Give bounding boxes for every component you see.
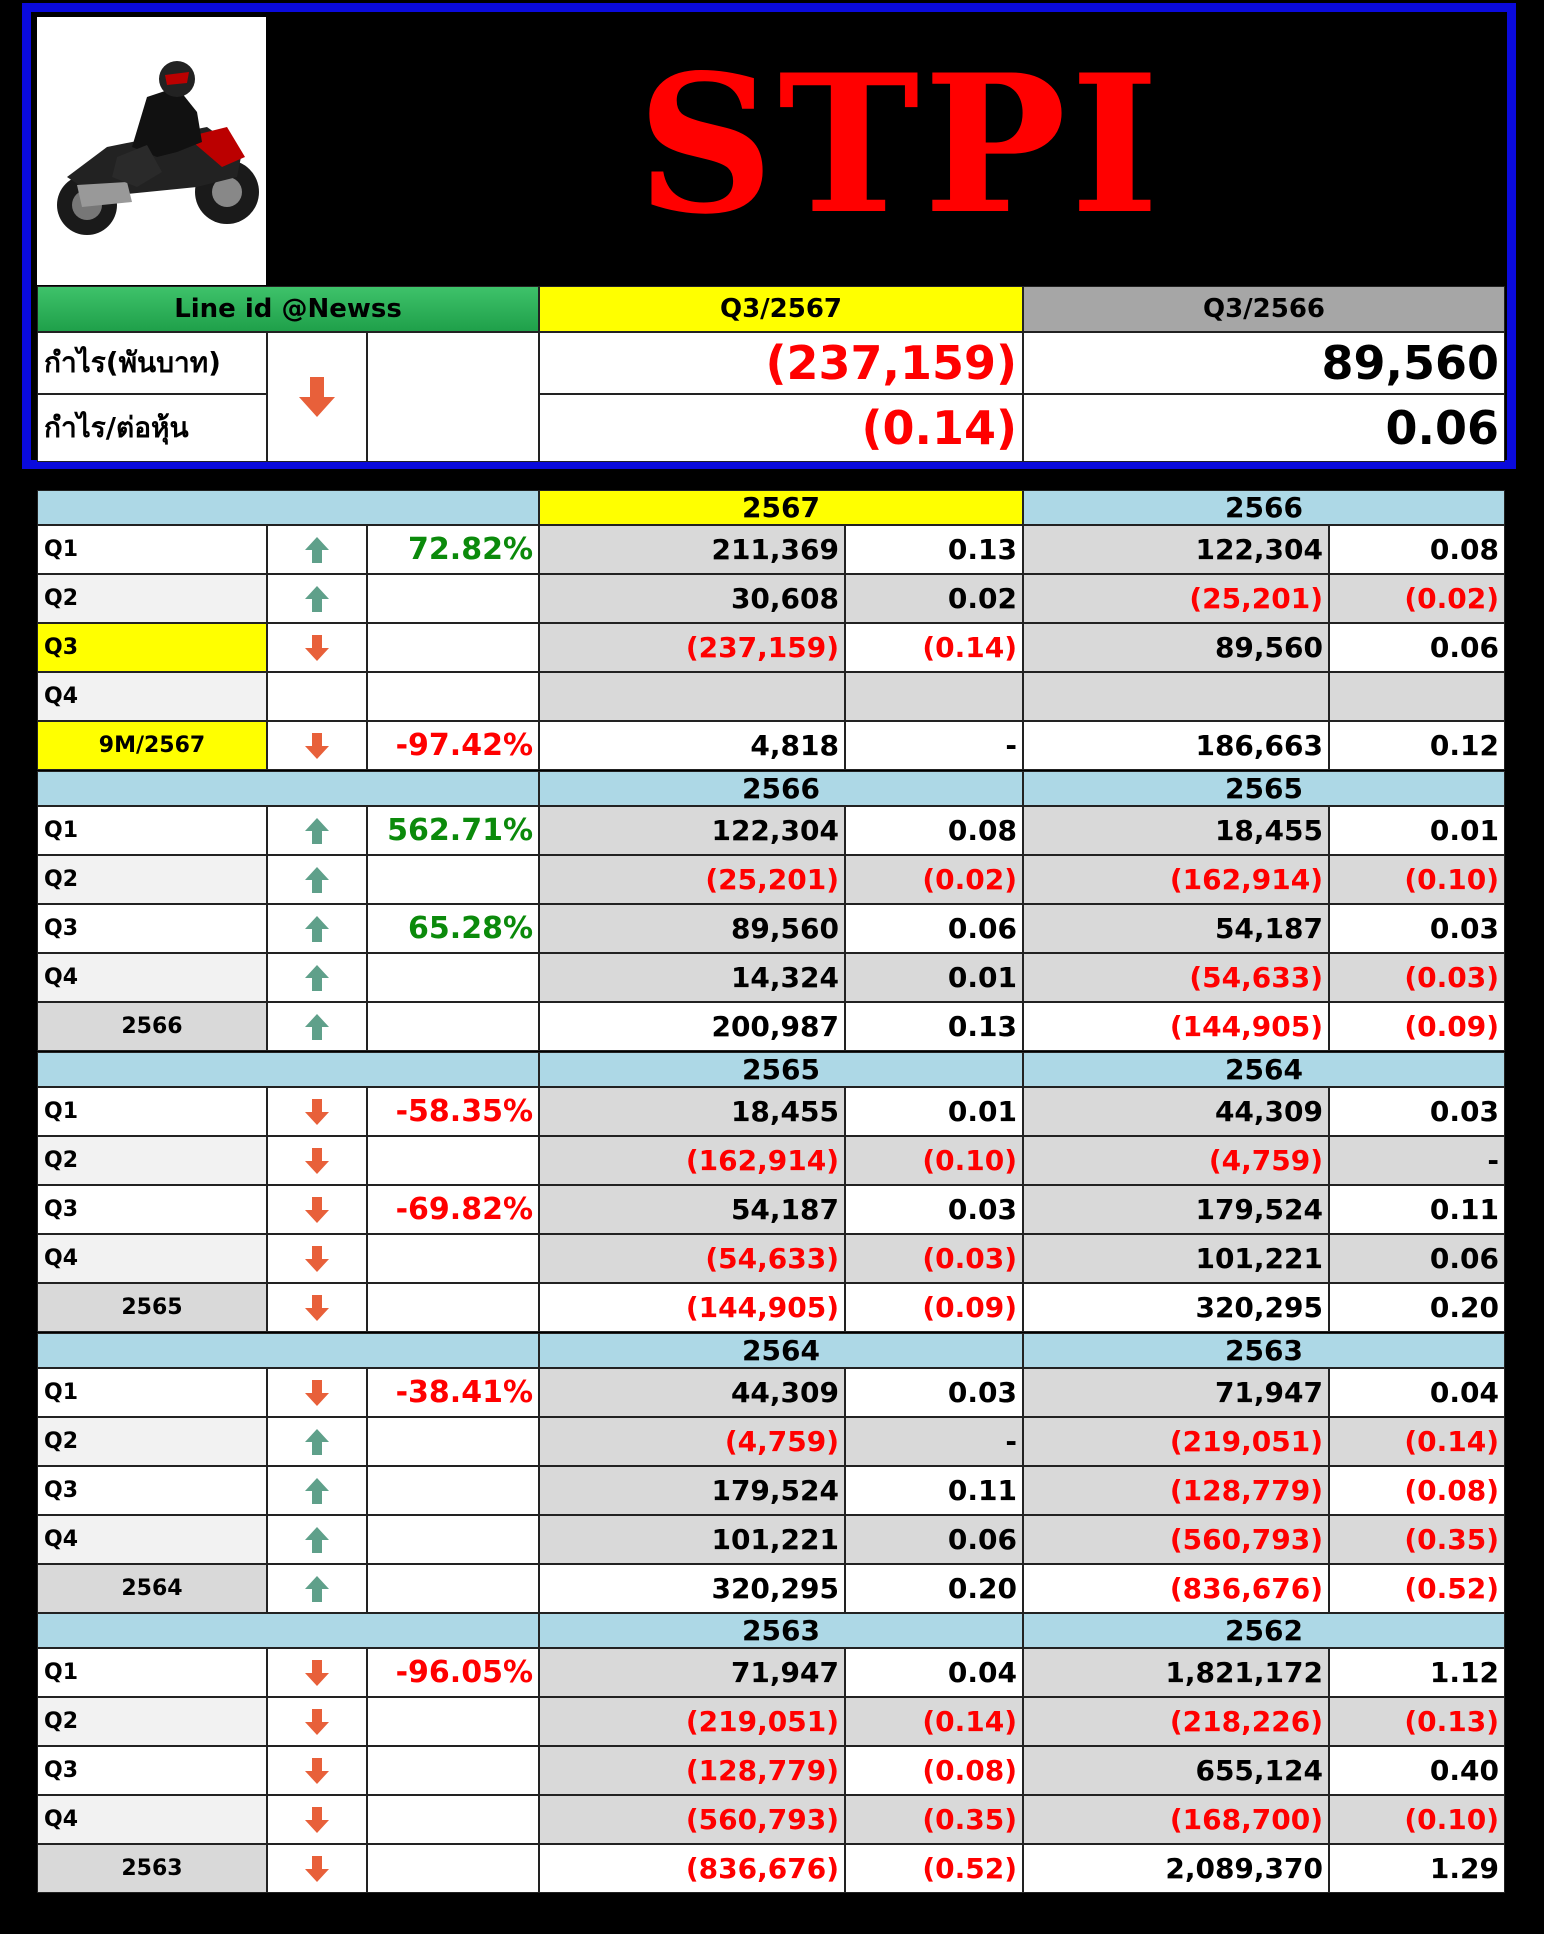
previous-profit: 89,560: [1023, 623, 1329, 672]
previous-profit: (54,633): [1023, 953, 1329, 1002]
previous-eps: -: [1329, 1136, 1505, 1185]
previous-eps: (0.13): [1329, 1697, 1505, 1746]
previous-eps: 0.08: [1329, 525, 1505, 574]
current-profit: 179,524: [539, 1466, 845, 1515]
current-profit: (237,159): [539, 623, 845, 672]
row-label: Q1: [37, 1648, 267, 1697]
trend-up-arrow-icon: [267, 904, 367, 953]
current-profit: (836,676): [539, 1844, 845, 1893]
previous-eps: (0.08): [1329, 1466, 1505, 1515]
trend-down-arrow-icon: [267, 1368, 367, 1417]
row-label: 2566: [37, 1002, 267, 1051]
section-year-current: 2565: [539, 1052, 1023, 1087]
row-label: Q4: [37, 953, 267, 1002]
previous-eps: 0.06: [1329, 1234, 1505, 1283]
trend-down-arrow-icon: [267, 721, 367, 770]
previous-eps: (0.02): [1329, 574, 1505, 623]
current-eps: [845, 672, 1023, 721]
previous-profit: (25,201): [1023, 574, 1329, 623]
header-profit-current: (237,159): [539, 332, 1023, 394]
previous-profit: (560,793): [1023, 1515, 1329, 1564]
change-percent: -38.41%: [367, 1368, 539, 1417]
previous-profit: 2,089,370: [1023, 1844, 1329, 1893]
current-eps: (0.02): [845, 855, 1023, 904]
current-eps: 0.20: [845, 1564, 1023, 1613]
current-eps: -: [845, 1417, 1023, 1466]
change-percent: [367, 1844, 539, 1893]
header-blank-cell: [367, 332, 539, 462]
previous-profit: 320,295: [1023, 1283, 1329, 1332]
row-label: 2564: [37, 1564, 267, 1613]
current-eps: (0.52): [845, 1844, 1023, 1893]
current-profit: (560,793): [539, 1795, 845, 1844]
row-label: Q1: [37, 1368, 267, 1417]
previous-profit: 655,124: [1023, 1746, 1329, 1795]
change-percent: -96.05%: [367, 1648, 539, 1697]
previous-eps: (0.52): [1329, 1564, 1505, 1613]
change-percent: [367, 1746, 539, 1795]
current-profit: 211,369: [539, 525, 845, 574]
current-profit: (219,051): [539, 1697, 845, 1746]
header-trend-down-arrow-icon: [267, 332, 367, 462]
trend-up-arrow-icon: [267, 1466, 367, 1515]
change-percent: [367, 1466, 539, 1515]
row-label: Q4: [37, 1515, 267, 1564]
trend-up-arrow-icon: [267, 1002, 367, 1051]
current-eps: 0.04: [845, 1648, 1023, 1697]
section-year-previous: 2566: [1023, 490, 1505, 525]
current-eps: (0.08): [845, 1746, 1023, 1795]
change-percent: [367, 1697, 539, 1746]
previous-profit: 54,187: [1023, 904, 1329, 953]
section-year-previous: 2563: [1023, 1333, 1505, 1368]
current-eps: 0.01: [845, 953, 1023, 1002]
trend-up-arrow-icon: [267, 855, 367, 904]
header-profit-previous: 89,560: [1023, 332, 1505, 394]
previous-eps: 1.12: [1329, 1648, 1505, 1697]
header-eps-previous: 0.06: [1023, 394, 1505, 462]
trend-down-arrow-icon: [267, 1697, 367, 1746]
section-year-current: 2564: [539, 1333, 1023, 1368]
previous-profit: (4,759): [1023, 1136, 1329, 1185]
previous-eps: 1.29: [1329, 1844, 1505, 1893]
current-profit: 18,455: [539, 1087, 845, 1136]
previous-profit: 179,524: [1023, 1185, 1329, 1234]
row-label: Q4: [37, 1234, 267, 1283]
header-current-period: Q3/2567: [539, 286, 1023, 332]
current-profit: 101,221: [539, 1515, 845, 1564]
trend-down-arrow-icon: [267, 1795, 367, 1844]
current-eps: 0.13: [845, 1002, 1023, 1051]
row-label: Q2: [37, 1417, 267, 1466]
current-profit: (144,905): [539, 1283, 845, 1332]
previous-profit: (218,226): [1023, 1697, 1329, 1746]
current-eps: 0.03: [845, 1368, 1023, 1417]
change-percent: 65.28%: [367, 904, 539, 953]
change-percent: [367, 1283, 539, 1332]
current-eps: (0.03): [845, 1234, 1023, 1283]
current-eps: 0.06: [845, 904, 1023, 953]
trend-up-arrow-icon: [267, 1417, 367, 1466]
previous-eps: 0.12: [1329, 721, 1505, 770]
previous-eps: 0.11: [1329, 1185, 1505, 1234]
current-eps: 0.08: [845, 806, 1023, 855]
trend-up-arrow-icon: [267, 525, 367, 574]
current-eps: 0.01: [845, 1087, 1023, 1136]
profit-label: กำไร(พันบาท): [37, 332, 267, 394]
section-year-previous: 2564: [1023, 1052, 1505, 1087]
row-label: Q3: [37, 1466, 267, 1515]
previous-profit: 186,663: [1023, 721, 1329, 770]
current-eps: 0.02: [845, 574, 1023, 623]
row-label: Q1: [37, 806, 267, 855]
trend-up-arrow-icon: [267, 1564, 367, 1613]
eps-label: กำไร/ต่อหุ้น: [37, 394, 267, 462]
current-profit: (128,779): [539, 1746, 845, 1795]
current-eps: 0.06: [845, 1515, 1023, 1564]
current-eps: (0.14): [845, 623, 1023, 672]
section-header-blank: [37, 490, 539, 525]
current-eps: 0.03: [845, 1185, 1023, 1234]
change-percent: [367, 1002, 539, 1051]
trend-up-arrow-icon: [267, 574, 367, 623]
change-percent: -69.82%: [367, 1185, 539, 1234]
change-percent: [367, 623, 539, 672]
header-previous-period: Q3/2566: [1023, 286, 1505, 332]
current-profit: 30,608: [539, 574, 845, 623]
previous-eps: 0.03: [1329, 1087, 1505, 1136]
logo-image: [37, 17, 266, 285]
previous-eps: (0.10): [1329, 1795, 1505, 1844]
change-percent: [367, 1515, 539, 1564]
trend-down-arrow-icon: [267, 1234, 367, 1283]
trend-up-arrow-icon: [267, 1515, 367, 1564]
change-percent: -97.42%: [367, 721, 539, 770]
current-eps: (0.09): [845, 1283, 1023, 1332]
trend-down-arrow-icon: [267, 1136, 367, 1185]
previous-profit: 122,304: [1023, 525, 1329, 574]
change-percent: [367, 953, 539, 1002]
current-profit: 122,304: [539, 806, 845, 855]
previous-eps: (0.10): [1329, 855, 1505, 904]
row-label: Q2: [37, 574, 267, 623]
current-profit: [539, 672, 845, 721]
change-percent: [367, 672, 539, 721]
previous-eps: 0.03: [1329, 904, 1505, 953]
trend-up-arrow-icon: [267, 806, 367, 855]
section-year-current: 2567: [539, 490, 1023, 525]
change-percent: [367, 1417, 539, 1466]
current-profit: (25,201): [539, 855, 845, 904]
previous-profit: (219,051): [1023, 1417, 1329, 1466]
previous-profit: (168,700): [1023, 1795, 1329, 1844]
previous-profit: 1,821,172: [1023, 1648, 1329, 1697]
current-profit: (54,633): [539, 1234, 845, 1283]
change-percent: 72.82%: [367, 525, 539, 574]
change-percent: [367, 1136, 539, 1185]
previous-eps: (0.03): [1329, 953, 1505, 1002]
row-label: Q1: [37, 525, 267, 574]
previous-eps: 0.01: [1329, 806, 1505, 855]
previous-profit: (162,914): [1023, 855, 1329, 904]
trend-down-arrow-icon: [267, 1283, 367, 1332]
row-label: Q4: [37, 672, 267, 721]
header-eps-current: (0.14): [539, 394, 1023, 462]
previous-eps: (0.09): [1329, 1002, 1505, 1051]
current-eps: (0.10): [845, 1136, 1023, 1185]
row-label: Q3: [37, 904, 267, 953]
row-label: Q4: [37, 1795, 267, 1844]
trend-down-arrow-icon: [267, 1087, 367, 1136]
change-percent: 562.71%: [367, 806, 539, 855]
trend-down-arrow-icon: [267, 623, 367, 672]
current-eps: -: [845, 721, 1023, 770]
current-profit: 14,324: [539, 953, 845, 1002]
section-year-previous: 2565: [1023, 771, 1505, 806]
current-profit: 71,947: [539, 1648, 845, 1697]
change-percent: [367, 1564, 539, 1613]
current-profit: 4,818: [539, 721, 845, 770]
section-header-blank: [37, 1613, 539, 1648]
current-profit: (4,759): [539, 1417, 845, 1466]
section-header-blank: [37, 1333, 539, 1368]
row-label: 2563: [37, 1844, 267, 1893]
line-id-label: Line id @Newss: [37, 286, 539, 332]
motorcycle-rider-icon: [37, 17, 266, 285]
previous-eps: 0.06: [1329, 623, 1505, 672]
row-label: Q2: [37, 1136, 267, 1185]
previous-eps: 0.40: [1329, 1746, 1505, 1795]
row-label: Q1: [37, 1087, 267, 1136]
current-profit: (162,914): [539, 1136, 845, 1185]
current-profit: 44,309: [539, 1368, 845, 1417]
row-label: Q3: [37, 1185, 267, 1234]
section-year-current: 2563: [539, 1613, 1023, 1648]
row-label: 9M/2567: [37, 721, 267, 770]
current-profit: 200,987: [539, 1002, 845, 1051]
current-eps: (0.35): [845, 1795, 1023, 1844]
current-eps: 0.11: [845, 1466, 1023, 1515]
previous-profit: 18,455: [1023, 806, 1329, 855]
trend-up-arrow-icon: [267, 953, 367, 1002]
previous-profit: [1023, 672, 1329, 721]
change-percent: [367, 574, 539, 623]
change-percent: [367, 855, 539, 904]
change-percent: [367, 1795, 539, 1844]
previous-profit: 101,221: [1023, 1234, 1329, 1283]
trend-down-arrow-icon: [267, 1185, 367, 1234]
change-percent: -58.35%: [367, 1087, 539, 1136]
row-label: Q3: [37, 623, 267, 672]
current-eps: (0.14): [845, 1697, 1023, 1746]
current-profit: 89,560: [539, 904, 845, 953]
trend-blank-cell: [267, 672, 367, 721]
row-label: Q2: [37, 855, 267, 904]
section-header-blank: [37, 771, 539, 806]
row-label: Q3: [37, 1746, 267, 1795]
previous-profit: (836,676): [1023, 1564, 1329, 1613]
row-label: Q2: [37, 1697, 267, 1746]
previous-eps: [1329, 672, 1505, 721]
previous-eps: (0.14): [1329, 1417, 1505, 1466]
current-profit: 54,187: [539, 1185, 845, 1234]
row-label: 2565: [37, 1283, 267, 1332]
current-eps: 0.13: [845, 525, 1023, 574]
section-year-previous: 2562: [1023, 1613, 1505, 1648]
previous-profit: 71,947: [1023, 1368, 1329, 1417]
previous-profit: 44,309: [1023, 1087, 1329, 1136]
previous-eps: 0.20: [1329, 1283, 1505, 1332]
trend-down-arrow-icon: [267, 1844, 367, 1893]
trend-down-arrow-icon: [267, 1648, 367, 1697]
section-year-current: 2566: [539, 771, 1023, 806]
section-header-blank: [37, 1052, 539, 1087]
previous-profit: (144,905): [1023, 1002, 1329, 1051]
trend-down-arrow-icon: [267, 1746, 367, 1795]
change-percent: [367, 1234, 539, 1283]
previous-eps: (0.35): [1329, 1515, 1505, 1564]
current-profit: 320,295: [539, 1564, 845, 1613]
page-title: STPI: [636, 33, 1164, 256]
previous-profit: (128,779): [1023, 1466, 1329, 1515]
previous-eps: 0.04: [1329, 1368, 1505, 1417]
